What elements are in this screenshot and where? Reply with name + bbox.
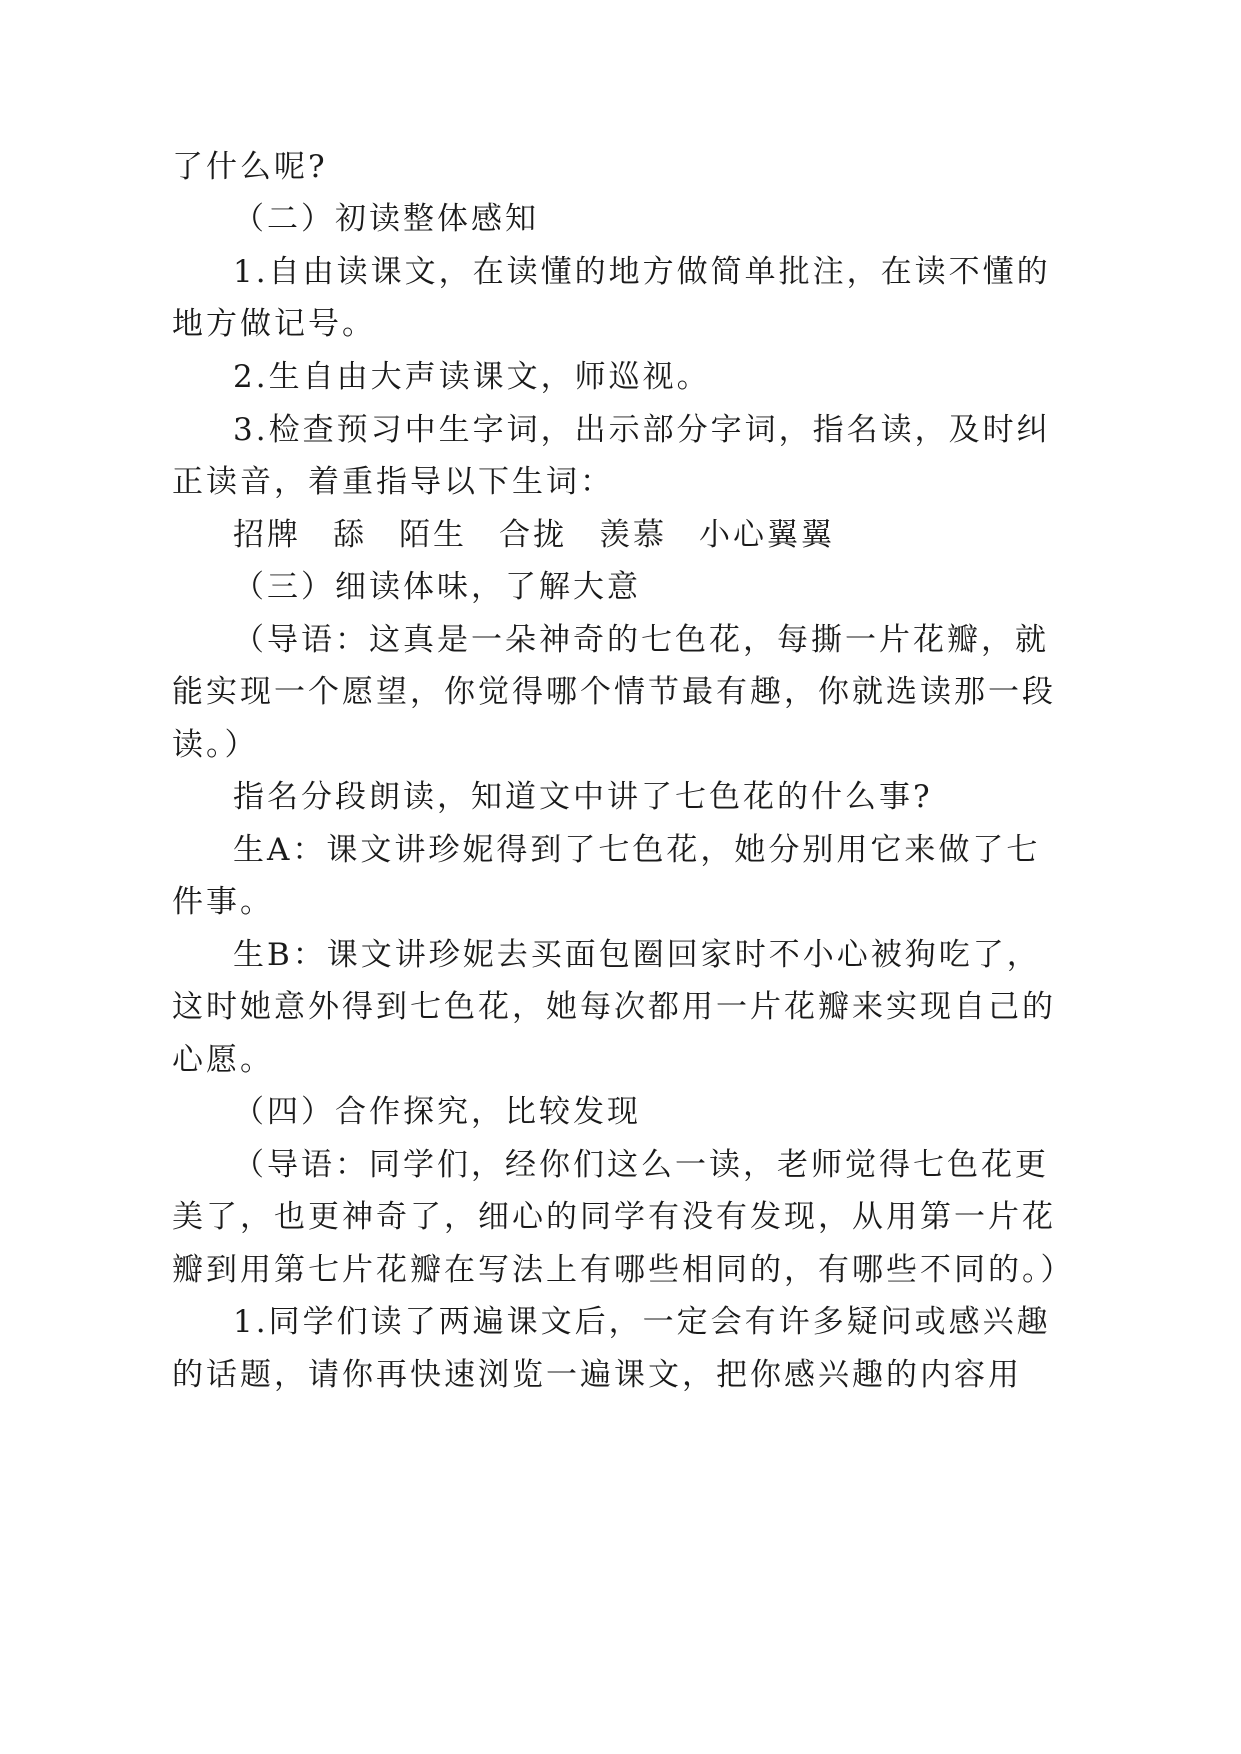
section-heading: （三）细读体味，了解大意	[233, 569, 641, 605]
vocab-word: 合拢	[499, 517, 567, 553]
text-line: （导语：这真是一朵神奇的七色花，每撕一片花瓣，就	[233, 622, 1049, 658]
text-line: 这时她意外得到七色花，她每次都用一片花瓣来实现自己的	[172, 989, 1056, 1025]
vocab-word: 小心翼翼	[699, 517, 835, 553]
section-heading: （二）初读整体感知	[233, 201, 539, 237]
vocab-word: 陌生	[399, 517, 467, 553]
vocab-word: 舔	[333, 517, 367, 553]
text-line: （导语：同学们，经你们这么一读，老师觉得七色花更	[233, 1147, 1049, 1183]
text-line: 的话题，请你再快速浏览一遍课文，把你感兴趣的内容用	[172, 1357, 1022, 1393]
text-line: 指名分段朗读，知道文中讲了七色花的什么事?	[233, 779, 933, 815]
text-line: 美了，也更神奇了，细心的同学有没有发现，从用第一片花	[172, 1199, 1056, 1235]
text-line: 生B：课文讲珍妮去买面包圈回家时不小心被狗吃了，	[233, 937, 1041, 973]
text-line: 地方做记号。	[172, 306, 376, 342]
vocabulary-list	[233, 515, 835, 555]
text-line: 件事。	[172, 884, 274, 920]
text-line: 1.自由读课文，在读懂的地方做简单批注，在读不懂的	[233, 254, 1051, 290]
text-line: 1.同学们读了两遍课文后，一定会有许多疑问或感兴趣	[233, 1304, 1051, 1340]
text-line: 读。）	[172, 727, 259, 763]
vocab-word: 招牌	[233, 517, 301, 553]
section-heading: （四）合作探究，比较发现	[233, 1094, 641, 1130]
text-line: 生A：课文讲珍妮得到了七色花，她分别用它来做了七	[233, 832, 1041, 868]
text-line: 2.生自由大声读课文，师巡视。	[233, 359, 711, 395]
text-line: 瓣到用第七片花瓣在写法上有哪些相同的，有哪些不同的。）	[172, 1252, 1075, 1288]
text-line: 心愿。	[172, 1042, 274, 1078]
text-line: 正读音，着重指导以下生词：	[172, 464, 614, 500]
text-line: 3.检查预习中生字词，出示部分字词，指名读，及时纠	[233, 412, 1051, 448]
text-line: 能实现一个愿望，你觉得哪个情节最有趣，你就选读那一段	[172, 674, 1056, 710]
text-line: 了什么呢?	[172, 149, 328, 185]
vocab-word: 羡慕	[599, 517, 667, 553]
